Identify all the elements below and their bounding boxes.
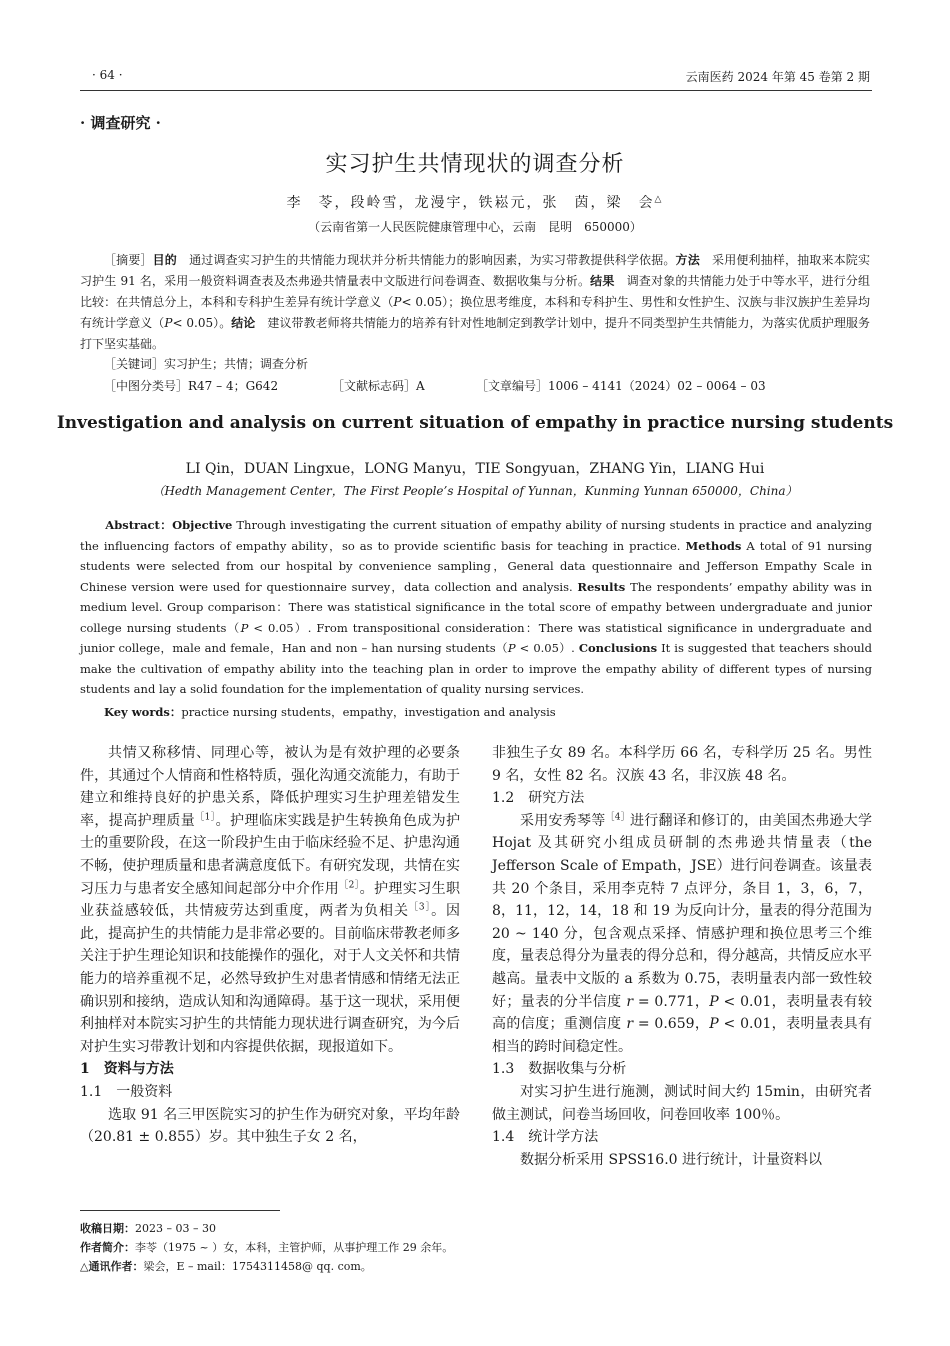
intro-paragraph bbox=[80, 742, 460, 1058]
collection-paragraph: 对实习护生进行施测，测试时间大约 15min，由研究者做主测试，问卷当场回收，问卷回收率 100％。 bbox=[492, 1083, 872, 1123]
section-heading-1: 1 资料与方法 bbox=[80, 1061, 174, 1078]
clc-cell bbox=[104, 377, 332, 394]
r-symbol: r bbox=[626, 1016, 634, 1033]
affiliation-cn: （云南省第一人民医院健康管理中心，云南 昆明 650000） bbox=[308, 220, 642, 234]
keywords-en-value: practice nursing students，empathy，investigation and analysis bbox=[181, 705, 556, 719]
abstract-en-label: Abstract： bbox=[105, 518, 173, 532]
method-text-5: = 0.659， bbox=[633, 1016, 710, 1033]
abstract-en-objective: Through investigating the current situation of empathy ability of nursing students in practice and analyzing the influencing factors of empathy ability，so as to provide scientific basis for teaching in practice. bbox=[80, 518, 872, 553]
intro-text-2: 。护理临床实践是护生转换角色成为护士的重要阶段，在这一阶段护生由于临床经验不足、护患沟通不畅，使护理质量和患者满意度低下。有研究发现，共情在实习压力与患者安全感知间起部分中介作用 bbox=[80, 812, 461, 897]
article-no-label: ［文章编号］ bbox=[476, 379, 549, 393]
abstract-cn-methods: 采用便利抽样，抽取来本院实习护生 91 名，采用一般资料调查表及杰弗逊共情量表中文版进行问卷调查、数据收集与分析。 bbox=[80, 253, 870, 288]
abstract-cn-results-label: 结果 bbox=[590, 274, 615, 288]
abstract-cn-conclusion: 建议带教老师将共情能力的培养有针对性地制定到教学计划中，提升不同类型护生共情能力，为落实优质护理服务打下坚实基础。 bbox=[80, 316, 870, 351]
abstract-en-results-2: < 0.05）. From transpositional consideration：There was statistical significance in undergraduate and junior college，male and female，Han and non – han nursing students（ bbox=[80, 620, 872, 655]
abstract-cn-label: ［摘要］ bbox=[104, 253, 153, 267]
subsection-heading-1-2: 1.2 研究方法 bbox=[492, 790, 585, 807]
abstract-cn-results-1: 调查对象的共情能力处于中等水平，进行分组比较：在共情总分上，本科和专科护生差异有统计学意义（ bbox=[80, 274, 870, 309]
abstract-cn-objective: 通过调查实习护生的共情能力现状并分析共情能力的影响因素，为实习带教提供科学依据。 bbox=[189, 253, 676, 267]
citation-4: ［4］ bbox=[605, 812, 630, 823]
method-text-2: 进行翻译和修订的，由美国杰弗逊大学 Hojat 及其研究小组成员研制的杰弗逊共情量表（the Jefferson Scale of Empath，JSE）进行问卷调查。该量表共 20 个条目，采用李克特 7 点评分，条目 1，3，6，7，8，11，12，14，18 和 19 为反向计分，量表的得分范围为 20 ~ 140 分，包含观点采择、情感护理和换位思考三个维度，量表总得分为量表的得分总和，得分越高，共情反应水平越高。量表中文版的 a 系数为 0.75，表明量表内部一致性较好；量表的分半信度 bbox=[492, 812, 873, 1010]
doc-code-label: ［文献标志码］ bbox=[332, 379, 417, 393]
citation-2: ［2］ bbox=[339, 879, 360, 890]
intro-text-1: 共情又称移情、同理心等，被认为是有效护理的必要条件，其通过个人情商和性格特质，强化沟通交流能力，有助于建立和维持良好的护患关系，降低护理实习生护理差错发生率，提高护理质量 bbox=[80, 745, 460, 829]
r-symbol: r bbox=[626, 993, 634, 1010]
footnote-corresponding bbox=[80, 1258, 372, 1274]
abstract-en bbox=[80, 515, 872, 700]
footnote-corresponding-value: 梁会，E – mail：1754311458@ qq. com。 bbox=[143, 1260, 372, 1273]
p-symbol: P bbox=[507, 641, 516, 655]
abstract-en-results-label: Results bbox=[577, 579, 626, 594]
statistics-paragraph: 数据分析采用 SPSS16.0 进行统计，计量资料以 bbox=[520, 1151, 823, 1168]
method-text-4: < 0.01，表明量表有较高的信度；重测信度 bbox=[492, 993, 873, 1033]
abstract-cn-conclusion-label: 结论 bbox=[231, 316, 256, 330]
corresponding-mark: △ bbox=[654, 194, 664, 205]
doc-code-value: A bbox=[416, 379, 425, 393]
classification-row bbox=[104, 377, 864, 394]
journal-header: 云南医药 2024 年第 45 卷第 2 期 bbox=[685, 70, 870, 84]
authors-en: LI Qin，DUAN Lingxue，LONG Manyu，TIE Songyuan，ZHANG Yin，LIANG Hui bbox=[185, 461, 765, 477]
intro-text-4: 。因此，提高护生的共情能力是非常必要的。目前临床带教老师多关注于护生理论知识和技能操作的强化，对于人文关怀和共情能力的培养重视不足，必然导致护生对患者情感和情绪无法正确识别和接纳，造成认知和沟通障碍。基于这一现状，采用便利抽样对本院实习护生的共情能力现状进行调查研究，为今后对护生实习带教计划和内容提供依据，现报道如下。 bbox=[80, 903, 461, 1055]
abstract-en-conclusion: It is suggested that teachers should make the cultivation of empathy ability into the teaching plan in order to improve the empathy ability of different types of nursing students and lay a solid foundation for the implementation of quality nursing services. bbox=[80, 641, 872, 696]
header-rule bbox=[80, 90, 872, 91]
subsection-heading-1-1: 1.1 一般资料 bbox=[80, 1083, 173, 1100]
keywords-cn-value: 实习护生；共情；调查分析 bbox=[164, 357, 309, 371]
p-symbol: P bbox=[240, 620, 249, 635]
abstract-cn-methods-label: 方法 bbox=[675, 253, 700, 267]
footnote-corresponding-label: △通讯作者： bbox=[80, 1260, 144, 1273]
keywords-cn-label: ［关键词］ bbox=[104, 357, 165, 371]
abstract-en-results-3: < 0.05）. bbox=[515, 641, 579, 655]
footnote-received bbox=[80, 1220, 216, 1236]
footnote-received-label: 收稿日期： bbox=[80, 1222, 135, 1235]
method-text-3: = 0.771， bbox=[633, 993, 710, 1010]
abstract-en-methods: A total of 91 nursing students were selected from our hospital by convenience sampling，General data questionnaire and Jefferson Empathy Scale in Chinese version were used for questionnaire survey，data collection and analysis. bbox=[80, 538, 872, 594]
abstract-cn-objective-label: 目的 bbox=[152, 253, 177, 267]
p-symbol: P bbox=[709, 993, 719, 1010]
abstract-en-conclusion-label: Conclusions bbox=[578, 641, 658, 655]
keywords-en bbox=[104, 704, 556, 720]
authors-cn-names: 李 苓，段岭雪，龙漫宇，铁崧元，张 茵，梁 会 bbox=[286, 195, 655, 211]
title-cn: 实习护生共情现状的调查分析 bbox=[325, 152, 625, 177]
body-column-left bbox=[80, 742, 460, 1149]
footnote-author-value: 李苓（1975 ~ ）女，本科，主管护师，从事护理工作 29 余年。 bbox=[135, 1241, 454, 1254]
method-text-6: < 0.01，表明量表具有相当的跨时间稳定性。 bbox=[492, 1016, 873, 1055]
method-paragraph bbox=[492, 810, 872, 1059]
clc-label: ［中图分类号］ bbox=[104, 379, 189, 393]
title-en: Investigation and analysis on current situation of empathy in practice nursing students bbox=[56, 413, 894, 433]
abstract-cn-results-3: < 0.05）。 bbox=[172, 316, 232, 330]
p-symbol: P bbox=[164, 316, 173, 330]
abstract-cn bbox=[80, 250, 870, 355]
abstract-cn-results-2: < 0.05）；换位思考维度，本科和专科护生、男性和女性护生、汉族与非汉族护生差异均有统计学意义（ bbox=[80, 295, 870, 330]
citation-1: ［1］ bbox=[195, 812, 216, 823]
subsection-heading-1-4: 1.4 统计学方法 bbox=[492, 1129, 599, 1146]
general-data-continuation: 非独生子女 89 名。本科学历 66 名，专科学历 25 名。男性 9 名，女性 82 名。汉族 43 名，非汉族 48 名。 bbox=[492, 745, 872, 784]
footnote-author bbox=[80, 1239, 453, 1255]
general-data-paragraph: 选取 91 名三甲医院实习的护生作为研究对象，平均年龄（20.81 ± 0.855）岁。其中独生子女 2 名， bbox=[80, 1106, 460, 1146]
citation-3: ［3］ bbox=[408, 902, 432, 913]
footnote-rule bbox=[80, 1210, 280, 1211]
body-column-right bbox=[492, 742, 872, 1171]
section-tag: · 调查研究 · bbox=[80, 114, 161, 132]
article-no-value: 1006 – 4141（2024）02 – 0064 – 03 bbox=[548, 379, 766, 393]
footnote-received-value: 2023 – 03 – 30 bbox=[135, 1222, 216, 1235]
page-number: · 64 · bbox=[92, 68, 123, 82]
article-no-cell bbox=[476, 377, 766, 394]
p-symbol: P bbox=[393, 295, 402, 309]
footnote-author-label: 作者简介： bbox=[80, 1241, 135, 1254]
subsection-heading-1-3: 1.3 数据收集与分析 bbox=[492, 1061, 627, 1078]
doc-code-cell bbox=[332, 377, 476, 394]
affiliation-en: （Hedth Management Center，The First People’s Hospital of Yunnan，Kunming Yunnan 650000，China） bbox=[152, 484, 798, 498]
abstract-en-results-1: The respondents’ empathy ability was in medium level. Group comparison：There was statistical significance in the total score of empathy between undergraduate and junior college nursing students（ bbox=[80, 579, 872, 635]
abstract-en-methods-label: Methods bbox=[685, 538, 742, 553]
keywords-en-label: Key words： bbox=[104, 705, 182, 719]
p-symbol: P bbox=[709, 1016, 719, 1033]
method-text-1: 采用安秀琴等 bbox=[520, 812, 606, 829]
keywords-cn bbox=[104, 355, 308, 372]
abstract-en-objective-label: Objective bbox=[172, 518, 233, 532]
clc-value: R47 – 4；G642 bbox=[188, 379, 279, 393]
intro-text-3: 。护理实习生职业获益感较低，共情疲劳达到重度，两者为负相关 bbox=[80, 880, 461, 920]
authors-cn bbox=[0, 192, 950, 212]
